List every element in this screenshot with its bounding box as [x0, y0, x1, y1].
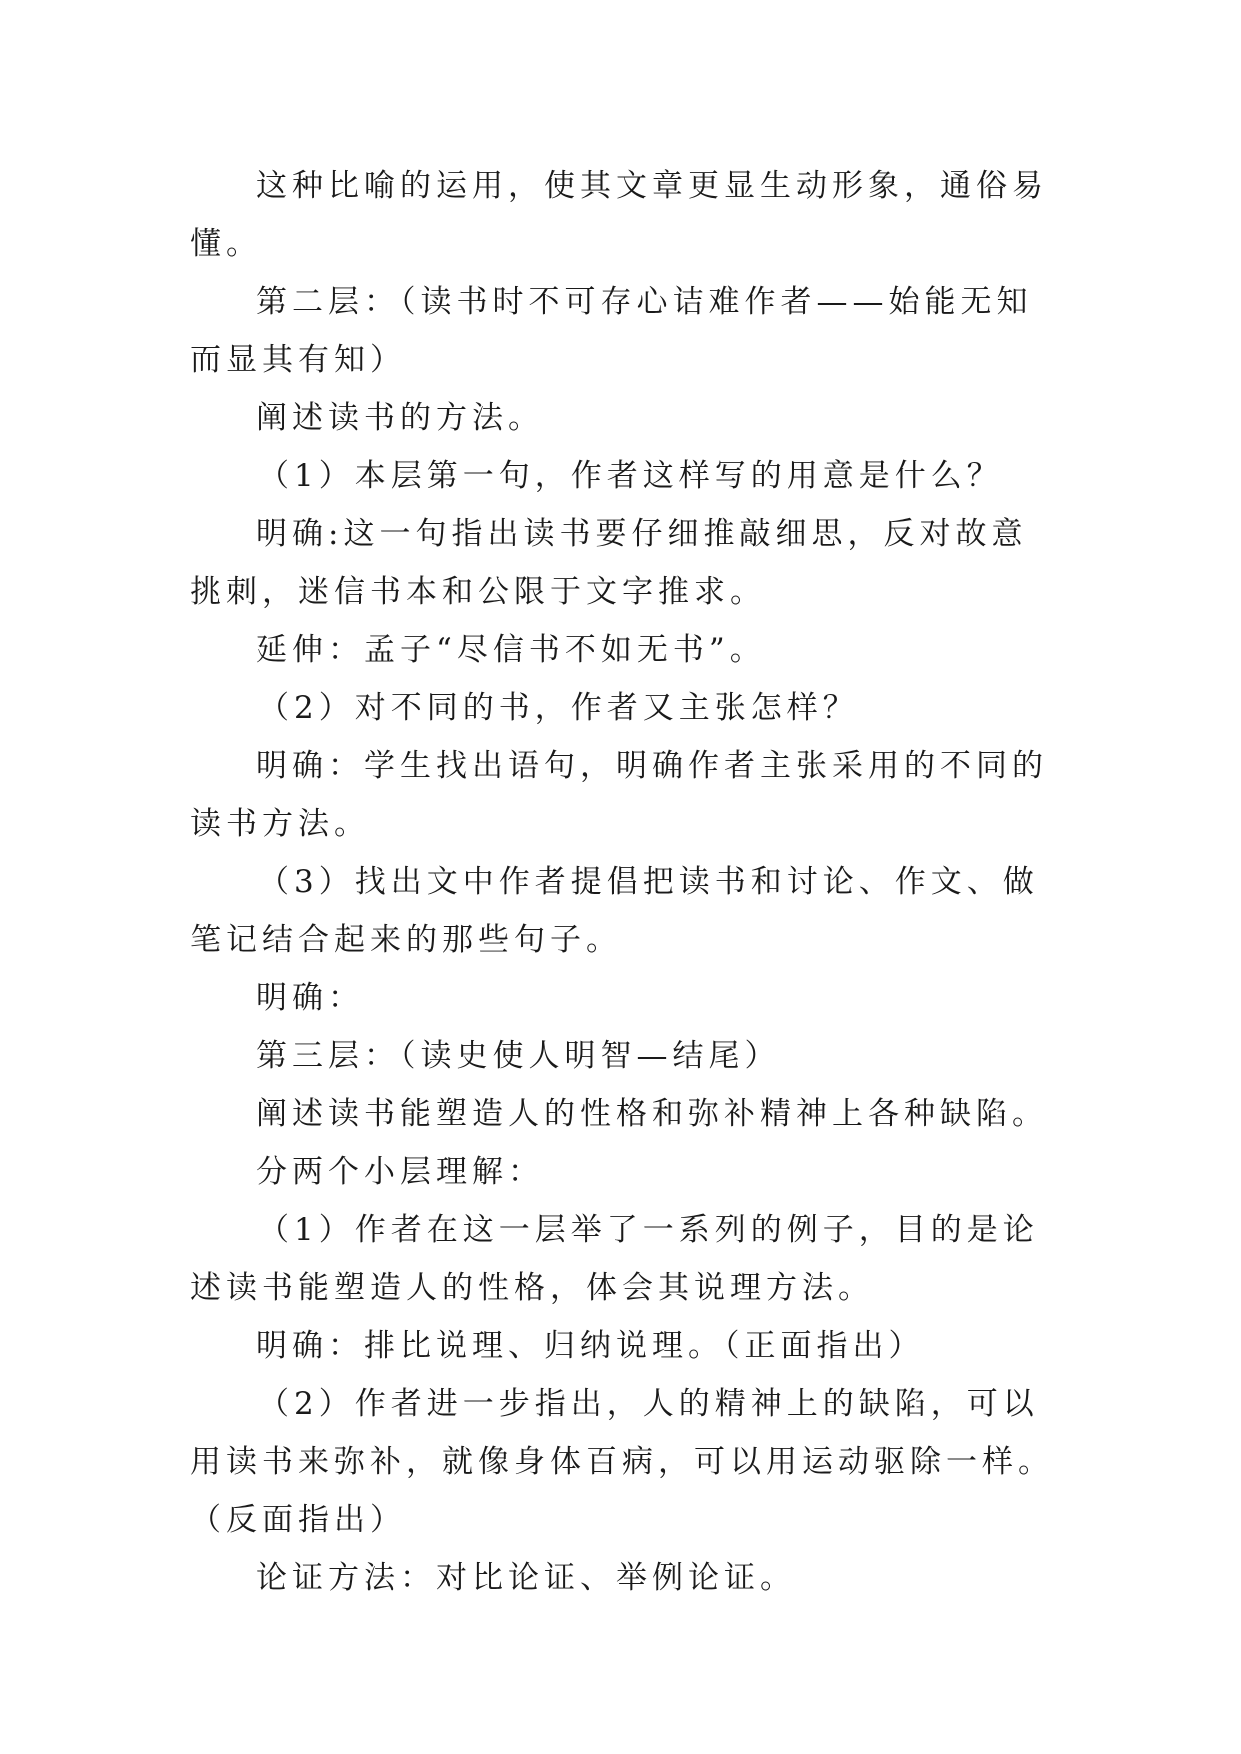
- paragraph: 延伸：孟子“尽信书不如无书”。: [256, 632, 766, 668]
- paragraph: （3）找出文中作者提倡把读书和讨论、作文、做笔记结合起来的那些句子。: [190, 864, 1039, 958]
- paragraph: 明确:这一句指出读书要仔细推敲细思，反对故意挑刺，迷信书本和公限于文字推求。: [190, 516, 1028, 610]
- paragraph: （2）作者进一步指出，人的精神上的缺陷，可以用读书来弥补，就像身体百病，可以用运动驱除一样。（反面指出）: [190, 1386, 1054, 1538]
- paragraph: （1）本层第一句，作者这样写的用意是什么？: [258, 458, 1003, 494]
- paragraph: 第三层：（读史使人明智—结尾）: [256, 1038, 781, 1074]
- paragraph: 这种比喻的运用，使其文章更显生动形象，通俗易懂。: [190, 168, 1048, 262]
- paragraph: 明确：: [256, 980, 364, 1016]
- paragraph: 明确：排比说理、归纳说理。（正面指出）: [256, 1328, 925, 1364]
- paragraph: 明确：学生找出语句，明确作者主张采用的不同的读书方法。: [190, 748, 1048, 842]
- paragraph: 阐述读书能塑造人的性格和弥补精神上各种缺陷。: [256, 1096, 1048, 1132]
- paragraph: 分两个小层理解：: [256, 1154, 544, 1190]
- paragraph: （1）作者在这一层举了一系列的例子，目的是论述读书能塑造人的性格，体会其说理方法。: [190, 1212, 1039, 1306]
- paragraph: 阐述读书的方法。: [256, 400, 544, 436]
- document-body: [190, 157, 1060, 1607]
- paragraph: 论证方法：对比论证、举例论证。: [256, 1560, 796, 1596]
- paragraph: （2）对不同的书，作者又主张怎样？: [258, 690, 859, 726]
- paragraph: 第二层：（读书时不可存心诘难作者——始能无知而显其有知）: [190, 284, 1033, 378]
